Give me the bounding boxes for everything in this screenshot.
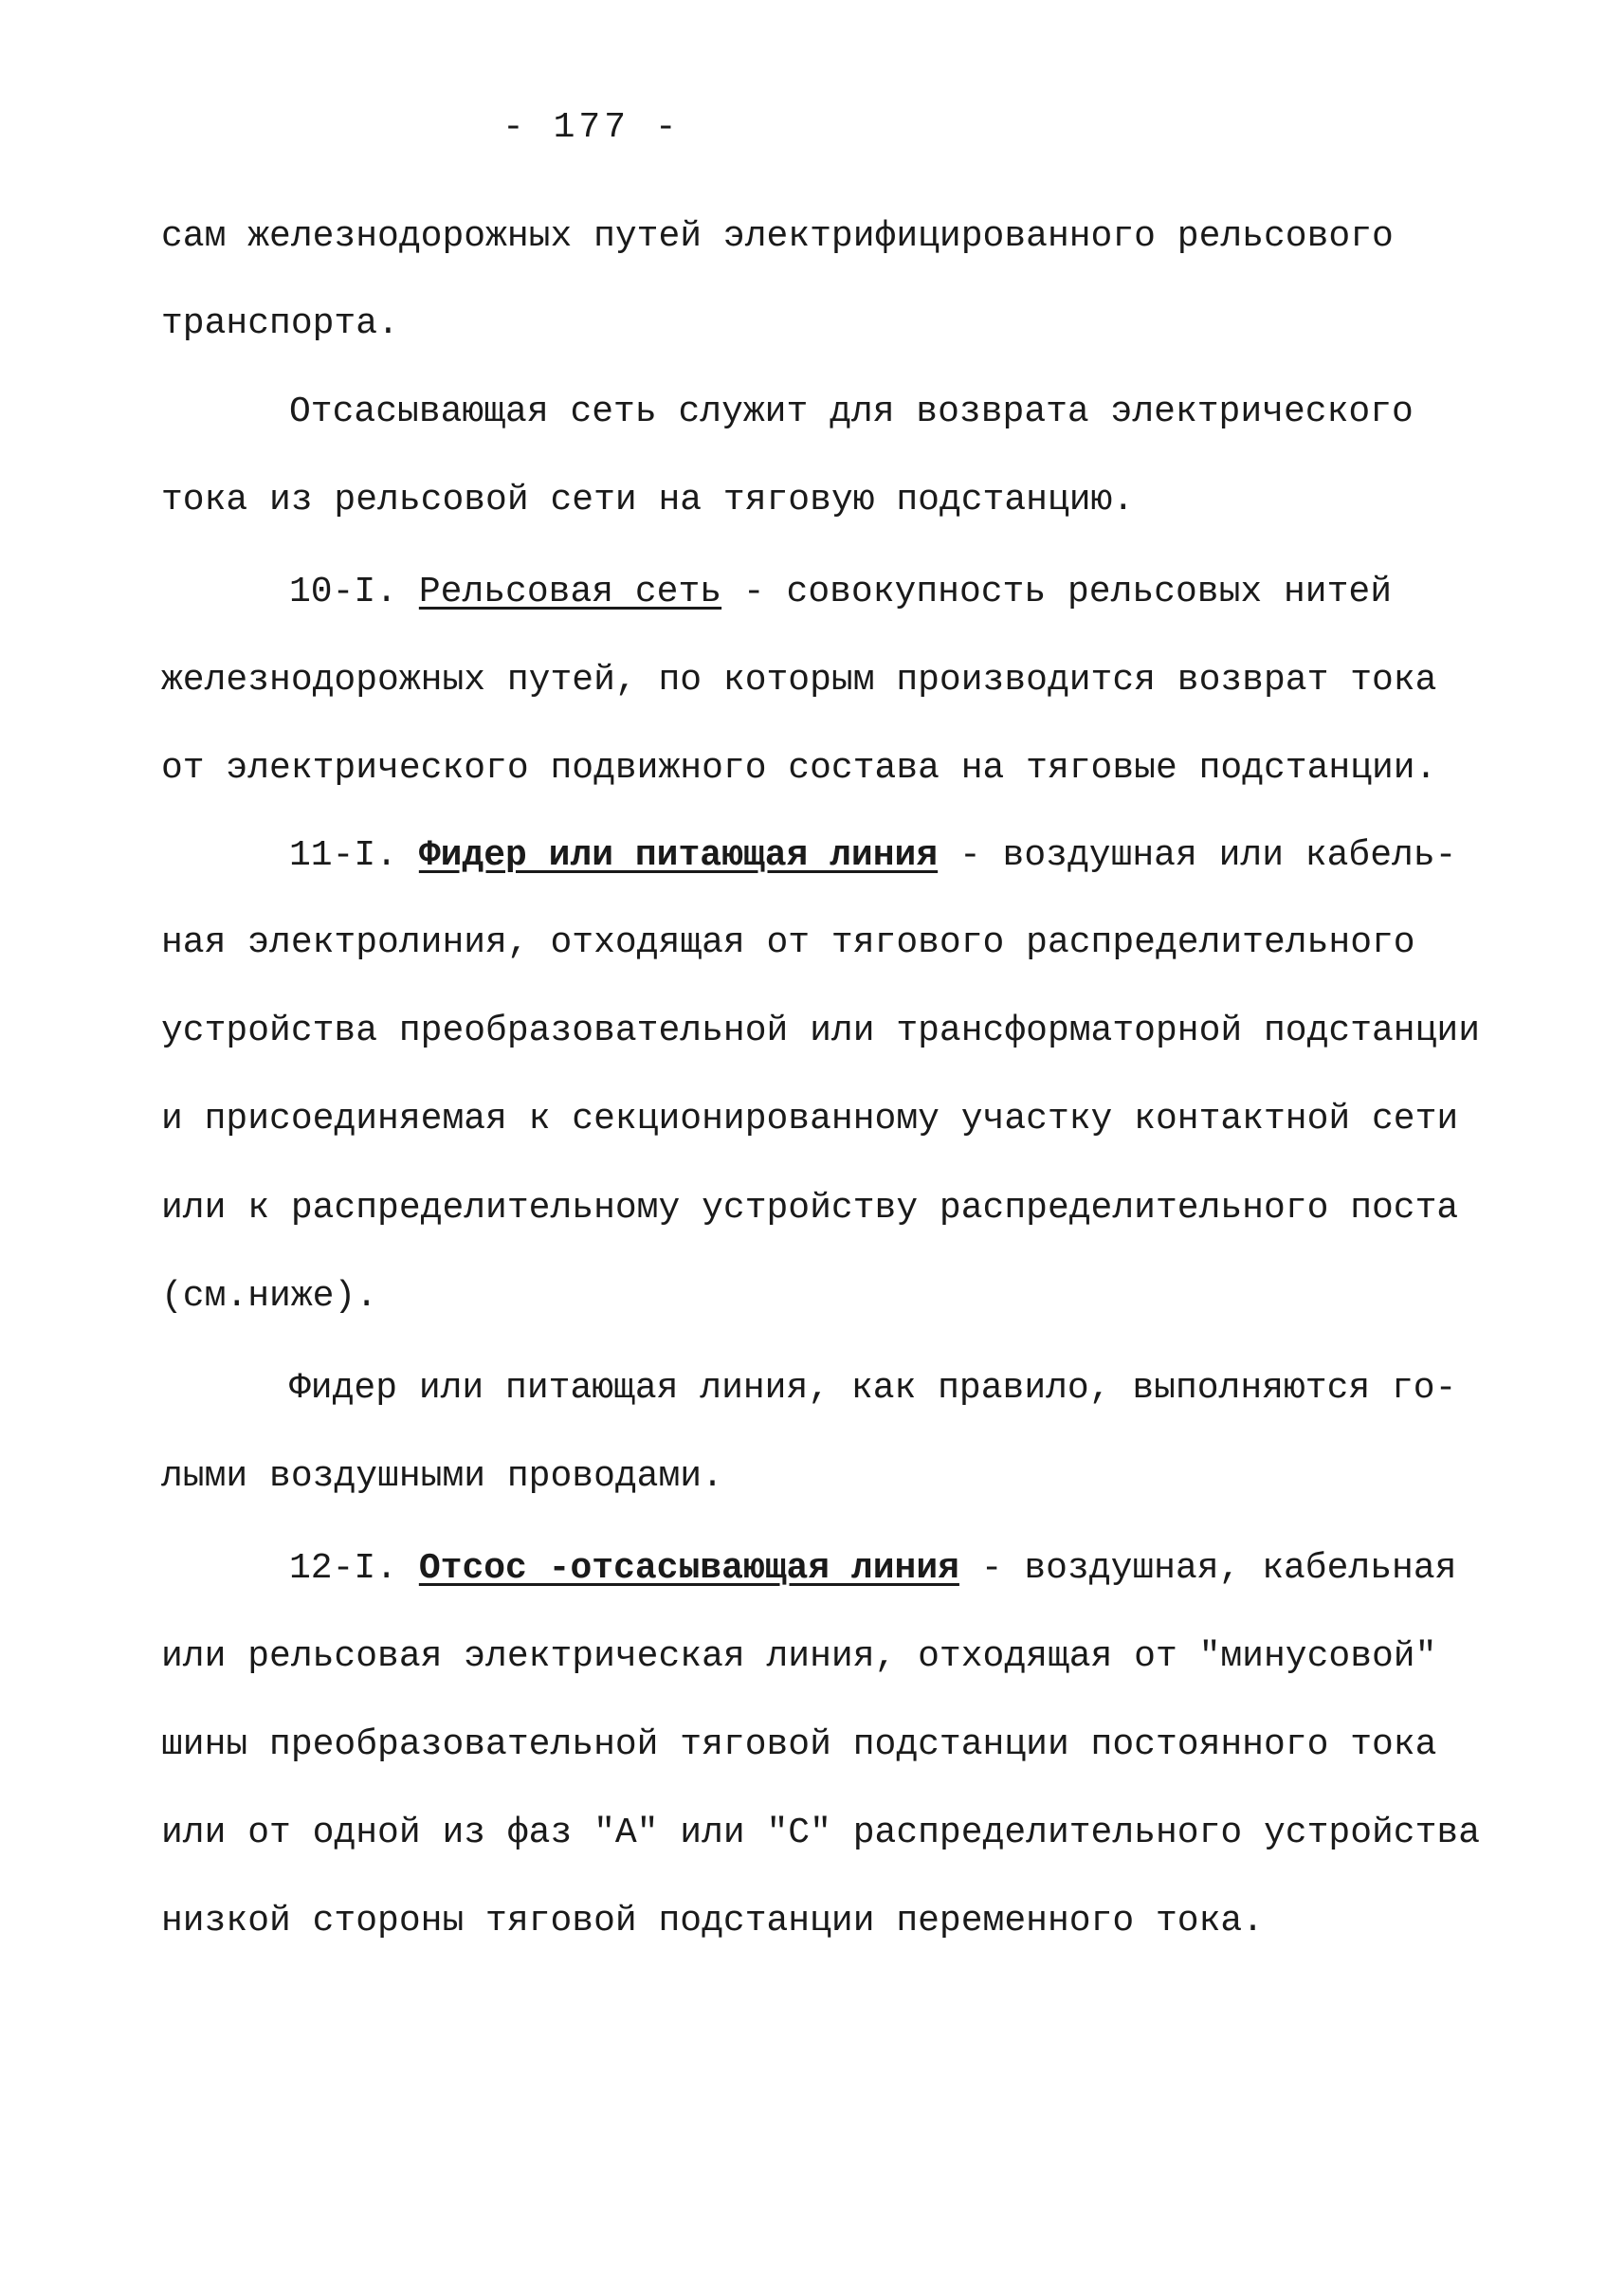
definition-term: Рельсовая сеть (418, 572, 722, 612)
definition-number: 12-I. (289, 1548, 398, 1589)
definition-11-1 (289, 832, 1456, 880)
text-line: сам железнодорожных путей электрифицированного рельсового (161, 216, 1394, 257)
definition-number: 11-I. (289, 835, 398, 876)
text-line: тока из рельсовой сети на тяговую подстанцию. (161, 480, 1135, 520)
definition-text: - воздушная, кабельная (958, 1548, 1457, 1589)
text-line: от электрического подвижного состава на тяговые подстанции. (161, 748, 1437, 789)
text-line: или к распределительному устройству распределительного поста (161, 1188, 1459, 1229)
text-line: низкой стороны тяговой подстанции переменного тока. (161, 1901, 1264, 1941)
text-line: или от одной из фаз "А" или "С" распределительного устройства (161, 1813, 1481, 1853)
text-line: и присоединяемая к секционированному участку контактной сети (161, 1099, 1459, 1139)
text-line: Отсасывающая сеть служит для возврата электрического (289, 392, 1414, 432)
definition-12-1 (289, 1545, 1456, 1593)
text-line: Фидер или питающая линия, как правило, выполняются го- (289, 1368, 1457, 1409)
text-line: лыми воздушными проводами. (161, 1456, 723, 1497)
text-line: шины преобразовательной тяговой подстанции постоянного тока (161, 1724, 1437, 1765)
definition-term: Фидер или питающая линия (418, 835, 939, 876)
definition-text: - воздушная или кабель- (938, 835, 1457, 876)
text-line: транспорта. (161, 303, 399, 344)
text-line: (см.ниже). (161, 1276, 378, 1317)
definition-10-1 (289, 569, 1392, 616)
text-line: железнодорожных путей, по которым производится возврат тока (161, 660, 1437, 701)
text-line: ная электролиния, отходящая от тягового распределительного (161, 922, 1415, 963)
text-line: или рельсовая электрическая линия, отходящая от "минусовой" (161, 1636, 1437, 1677)
definition-number: 10-I. (289, 572, 398, 612)
text-line: устройства преобразовательной или трансформаторной подстанции (161, 1011, 1481, 1051)
definition-term: Отсос -отсасывающая линия (418, 1548, 959, 1589)
definition-text: - совокупность рельсовых нитей (721, 572, 1393, 612)
page-number: - 177 - (502, 107, 681, 148)
